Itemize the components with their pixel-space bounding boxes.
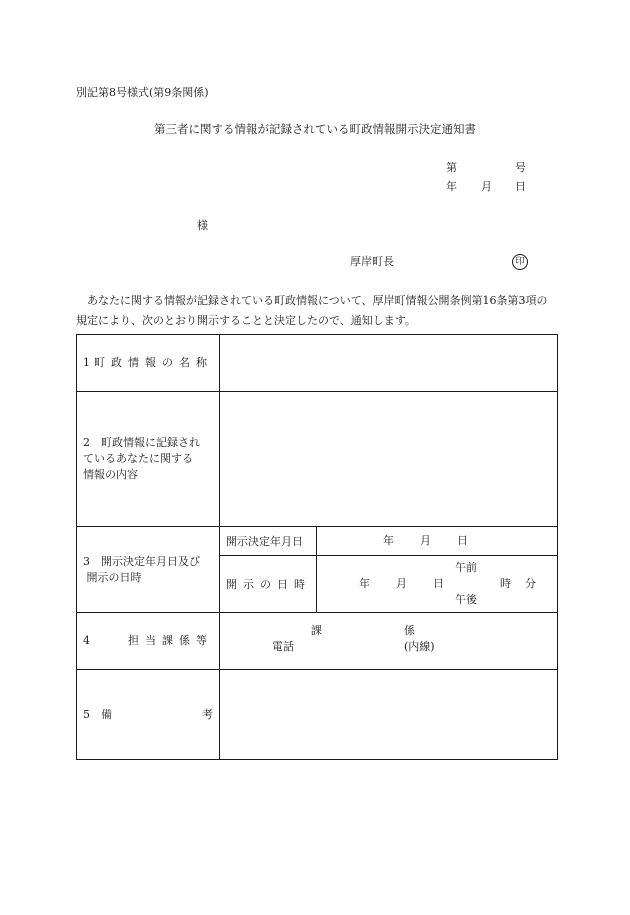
row-info-name xyxy=(77,335,558,392)
addressee-sama: 様 xyxy=(197,219,208,232)
value-department: 課 係 電話 (内線) xyxy=(220,613,558,670)
row-remarks xyxy=(77,670,558,760)
value-info-name xyxy=(220,335,558,392)
value-info-content xyxy=(220,392,558,527)
label-info-name: 1 町政情報の名称 xyxy=(77,335,220,392)
issuer-name: 厚岸町長 xyxy=(350,255,394,268)
disclosure-table xyxy=(76,334,558,760)
notice-body: あなたに関する情報が記録されている町政情報について、厚岸町情報公開条例第16条第3項の規定により、次のとおり開示することと決定したので、通知します。 xyxy=(76,294,548,327)
label-disclosure-time: 開示の日時 xyxy=(220,556,317,613)
value-disclosure-time: 年 月 日 午前 午後 時 分 xyxy=(317,556,558,613)
value-decision-date: 年 月 日 xyxy=(317,527,558,556)
row-info-content xyxy=(77,392,558,527)
date-month: 月 xyxy=(481,180,492,193)
label-info-content: 2 町政情報に記録され ているあなたに関する 情報の内容 xyxy=(77,392,220,527)
document-title: 第三者に関する情報が記録されている町政情報開示決定通知書 xyxy=(154,122,476,136)
row-decision-date xyxy=(77,527,558,556)
label-disclosure-datetime: 3 開示決定年月日及び 開示の日時 xyxy=(77,527,220,613)
label-department: 4 担当課係等 xyxy=(77,613,220,670)
label-decision-date: 開示決定年月日 xyxy=(220,527,317,556)
doc-number-dai: 第 xyxy=(446,161,457,174)
seal-mark: 印 xyxy=(512,254,528,270)
form-number: 別記第8号様式(第9条関係) xyxy=(76,86,209,99)
doc-number-gou: 号 xyxy=(515,161,526,174)
label-remarks: 5 備 考 xyxy=(77,670,220,760)
date-year: 年 xyxy=(446,180,457,193)
date-day: 日 xyxy=(515,180,526,193)
value-remarks xyxy=(220,670,558,760)
row-department xyxy=(77,613,558,670)
